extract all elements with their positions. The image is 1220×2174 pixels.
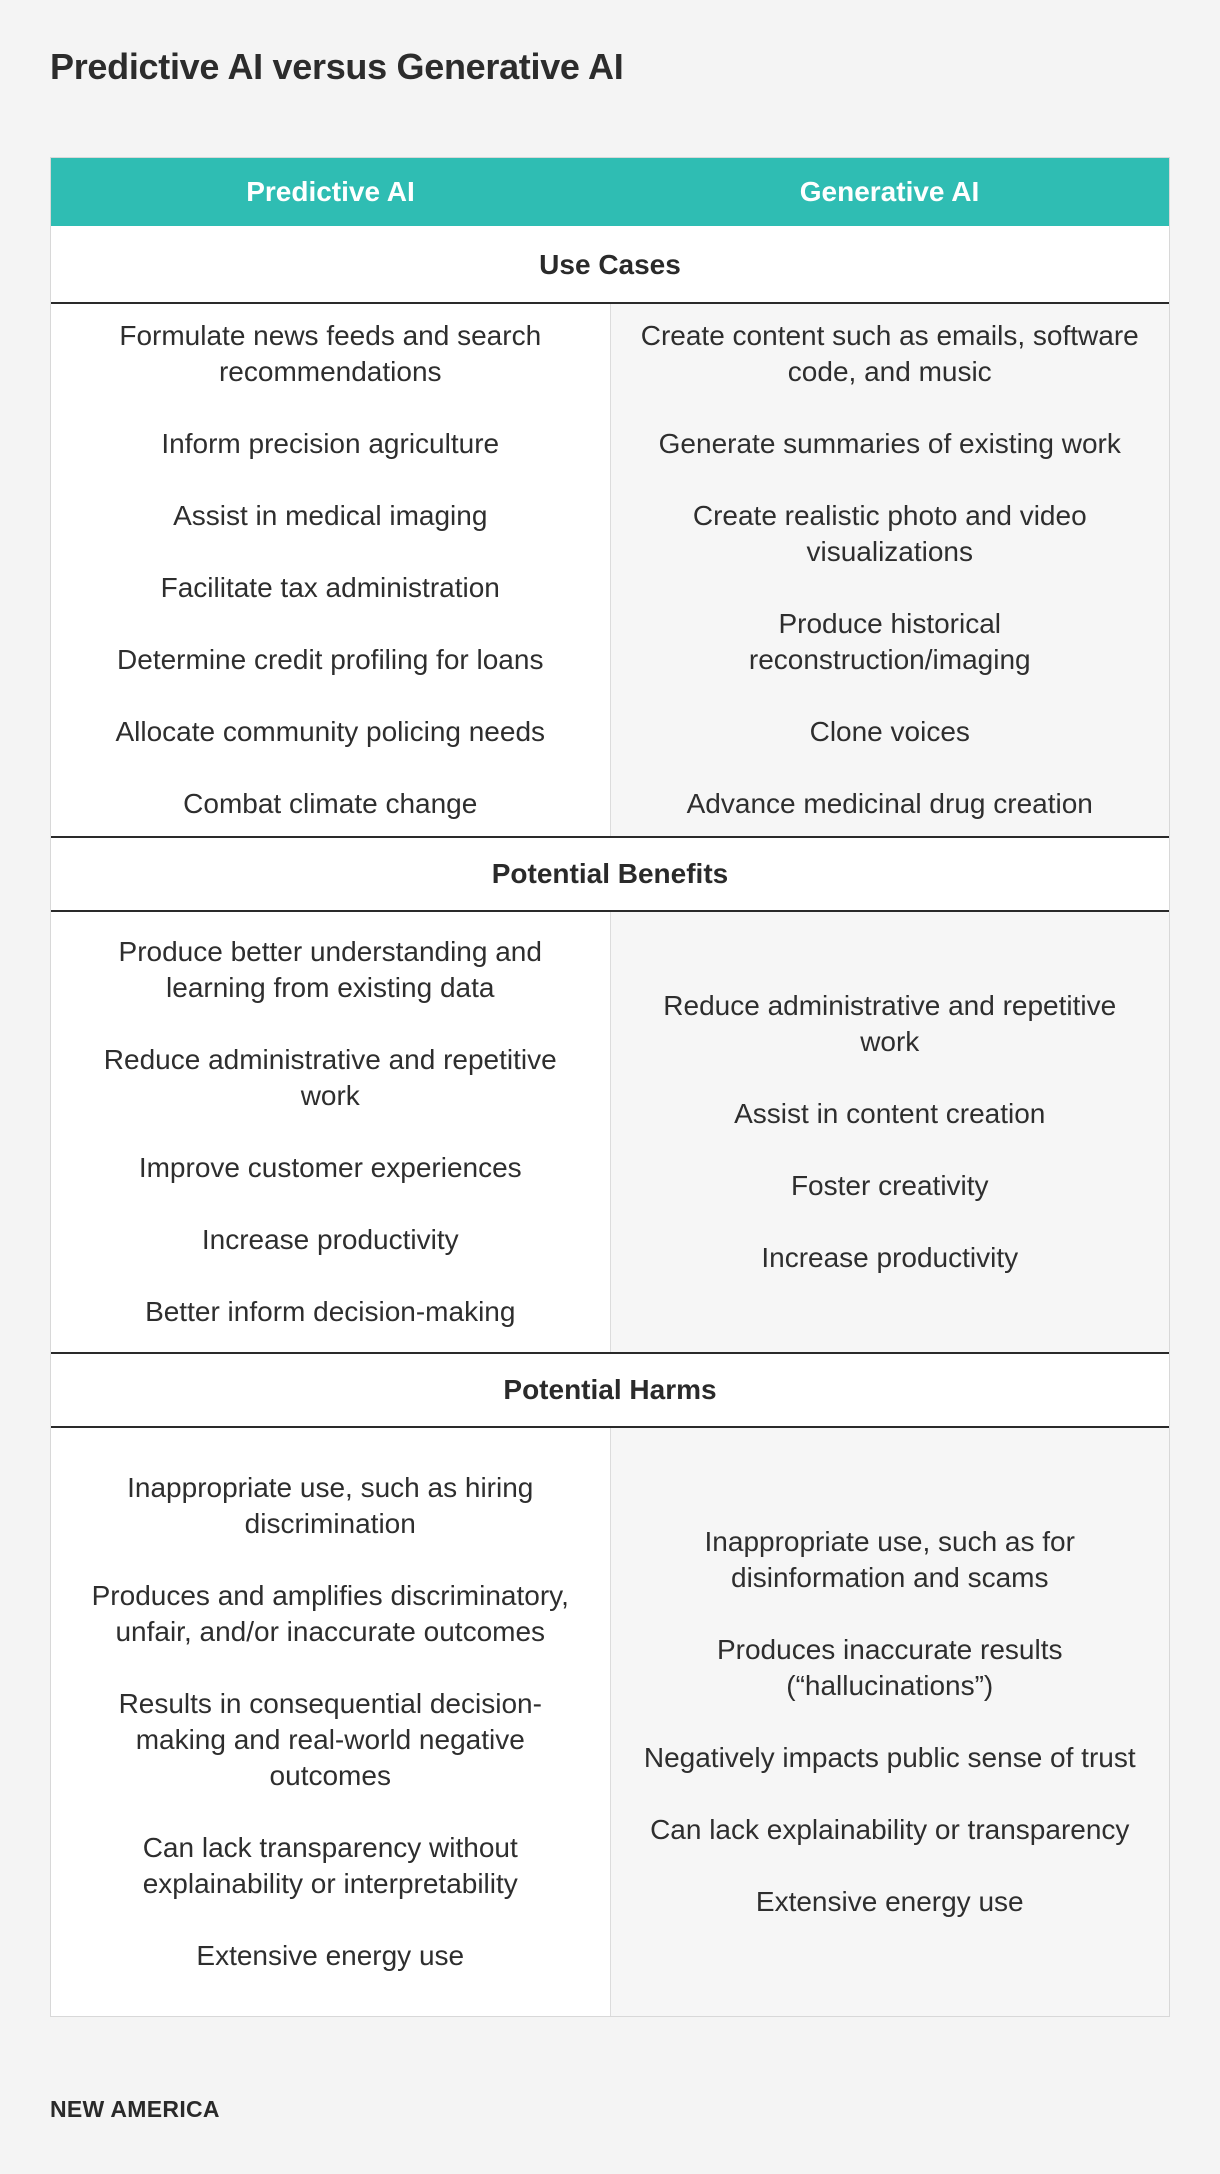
column-header-generative: Generative AI xyxy=(799,176,980,207)
list-item: Allocate community policing needs xyxy=(115,716,546,747)
list-item: Combat climate change xyxy=(183,788,478,819)
list-item: Inappropriate use, such as for disinformation and scams xyxy=(704,1526,1075,1593)
table-header xyxy=(51,158,1169,228)
generative-column xyxy=(610,304,1170,836)
section-title-use-cases: Use Cases xyxy=(51,228,1169,304)
list-item: Reduce administrative and repetitive work xyxy=(103,1044,557,1111)
list-item: Can lack transparency without explainability or interpretability xyxy=(142,1832,518,1899)
list-item: Inappropriate use, such as hiring discrimination xyxy=(127,1472,534,1539)
list-item: Clone voices xyxy=(809,716,970,747)
list-item: Extensive energy use xyxy=(196,1940,465,1971)
predictive-column xyxy=(51,1428,610,2016)
section-title-potential-benefits: Potential Benefits xyxy=(51,836,1169,912)
section-potential-harms xyxy=(51,1428,1169,2016)
list-item: Increase productivity xyxy=(201,1224,459,1255)
column-header-predictive: Predictive AI xyxy=(246,176,415,207)
list-item: Negatively impacts public sense of trust xyxy=(643,1742,1136,1773)
list-item: Results in consequential decision-making and real-world negative outcomes xyxy=(118,1688,542,1791)
list-item: Formulate news feeds and search recommendations xyxy=(119,320,542,387)
list-item: Create realistic photo and video visualizations xyxy=(692,500,1087,567)
list-item: Improve customer experiences xyxy=(138,1152,522,1183)
list-item: Assist in content creation xyxy=(734,1098,1046,1129)
list-item: Produce historical reconstruction/imaging xyxy=(748,608,1031,675)
list-item: Advance medicinal drug creation xyxy=(686,788,1093,819)
list-item: Determine credit profiling for loans xyxy=(117,644,544,675)
section-title-potential-harms: Potential Harms xyxy=(51,1352,1169,1428)
list-item: Produces and amplifies discriminatory, unfair, and/or inaccurate outcomes xyxy=(91,1580,569,1647)
list-item: Facilitate tax administration xyxy=(160,572,500,603)
list-item: Foster creativity xyxy=(790,1170,989,1201)
list-item: Assist in medical imaging xyxy=(173,500,488,531)
page-title: Predictive AI versus Generative AI xyxy=(50,46,624,87)
list-item: Create content such as emails, software code, and music xyxy=(640,320,1139,387)
comparison-table xyxy=(50,157,1170,2017)
predictive-column xyxy=(51,304,610,836)
new-america-logo: NEW AMERICA xyxy=(50,2096,220,2122)
list-item: Produce better understanding and learning from existing data xyxy=(118,936,542,1003)
generative-column xyxy=(610,1428,1170,2016)
section-potential-benefits xyxy=(51,912,1169,1352)
list-item: Can lack explainability or transparency xyxy=(650,1814,1130,1845)
list-item: Increase productivity xyxy=(761,1242,1019,1273)
list-item: Generate summaries of existing work xyxy=(658,428,1121,459)
predictive-column xyxy=(51,912,610,1352)
list-item: Reduce administrative and repetitive work xyxy=(663,990,1117,1057)
list-item: Inform precision agriculture xyxy=(161,428,500,459)
section-use-cases xyxy=(51,304,1169,836)
generative-column xyxy=(610,912,1170,1352)
list-item: Better inform decision-making xyxy=(145,1296,516,1327)
list-item: Produces inaccurate results (“hallucinations”) xyxy=(716,1634,1063,1701)
list-item: Extensive energy use xyxy=(755,1886,1024,1917)
